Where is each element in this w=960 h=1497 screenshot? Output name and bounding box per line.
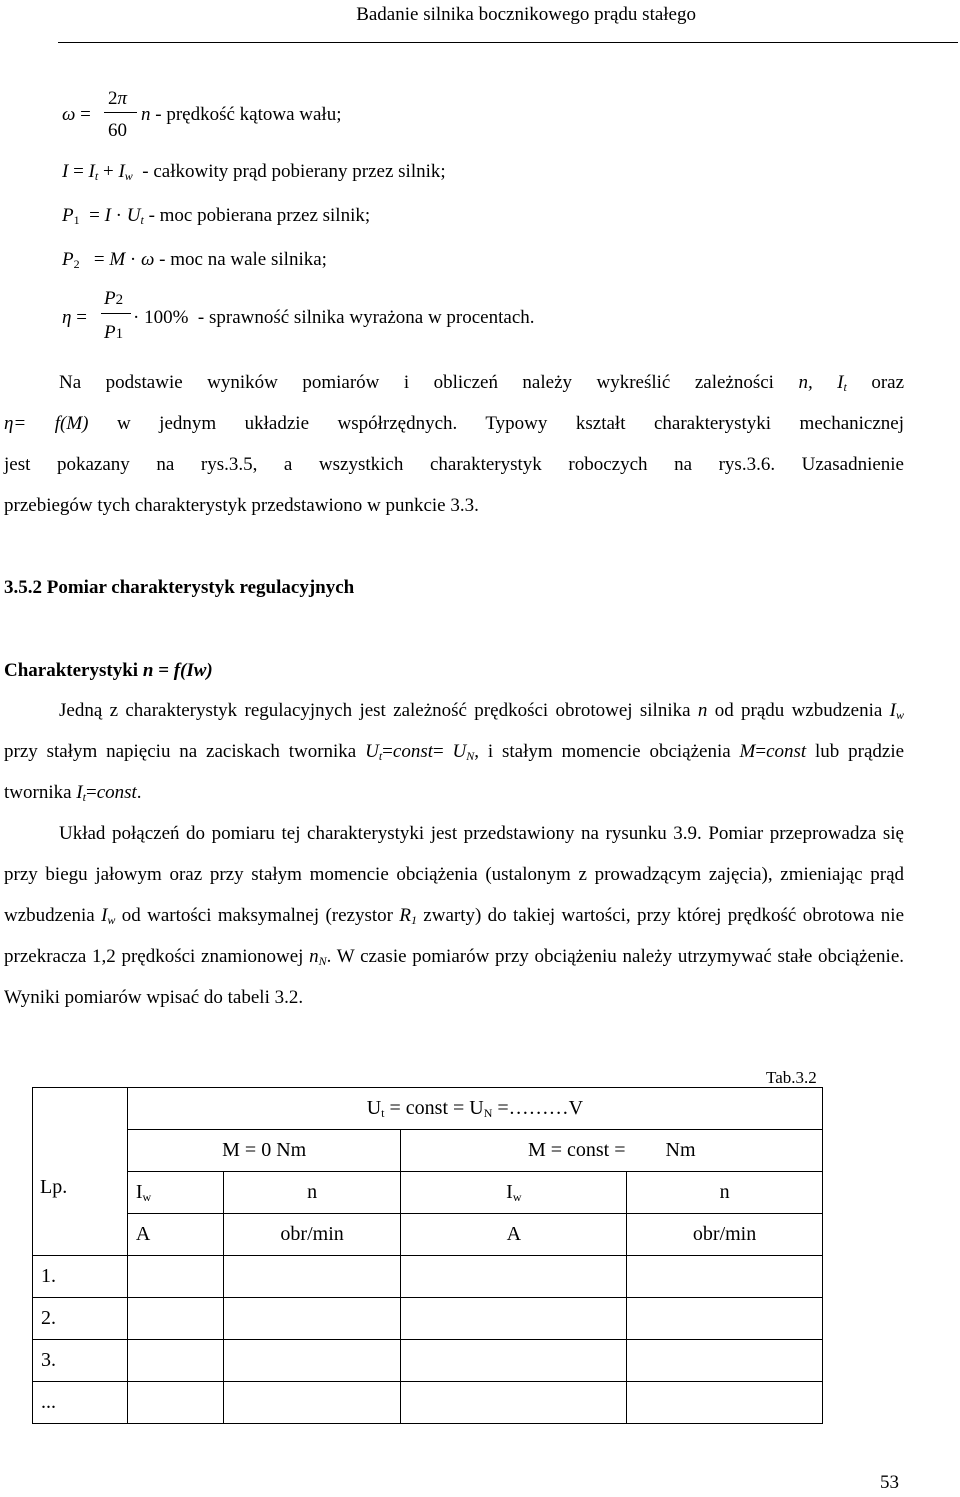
header-lp: Lp. (40, 1176, 68, 1198)
table-row: ... (33, 1382, 823, 1424)
eta-denominator: P1 (104, 322, 124, 343)
p2-desc: - moc na wale silnika; (159, 249, 327, 270)
eta-factor: · 100% - sprawność silnika wyrażona w procentach. (133, 307, 535, 328)
omega-lhs: ω = (62, 104, 91, 125)
unit-n-1: obr/min (223, 1214, 401, 1256)
header-m-zero: M = 0 Nm (127, 1130, 401, 1172)
header-iw-1: $I_w$ (127, 1172, 223, 1214)
table-top-header: $U_t$ = const = $U_N$ =………V (127, 1088, 822, 1130)
p2-formula: $P_2 = M \cdot \omega$ - moc na wale silnika; (62, 249, 327, 271)
unit-a-1: A (127, 1214, 223, 1256)
table-header-row-4 (33, 1214, 823, 1256)
table-header-row-2 (33, 1130, 823, 1172)
p1-desc: - moc pobierana przez silnik; (148, 205, 371, 226)
table-row: 2. (33, 1298, 823, 1340)
table-row: 3. (33, 1340, 823, 1382)
results-table (32, 1087, 823, 1424)
eta-fraction-bar (101, 313, 131, 314)
page-number: 53 (880, 1472, 899, 1493)
section-heading: 3.5.2 Pomiar charakterystyk regulacyjnych (4, 577, 355, 598)
table-header-row-1 (33, 1088, 823, 1130)
subsection-heading: Charakterystyki n = f(Iw) (4, 660, 213, 681)
omega-numerator: 2π (108, 88, 128, 109)
table-header-row-3 (33, 1172, 823, 1214)
header-n-2: n (627, 1172, 823, 1214)
running-header: Badanie silnika bocznikowego prądu stałego (356, 4, 696, 25)
unit-a-2: A (401, 1214, 627, 1256)
table-caption: Tab.3.2 (766, 1068, 817, 1087)
paragraph-results: Na podstawie wyników pomiarów i obliczeń należy wykreślić zależności n, $I_t$ oraz η= f(M) w jednym układzie współrzędnych. Typowy kształt charakterystyki mechanicznej jest pokazany na rys.3.5, a wszystkich charakterystyk roboczych na rys.3.6. Uzasadnienie przebiegów tych charakterystyk przedstawiono w punkcie 3.3. (4, 372, 905, 516)
current-formula: $I = I_t + I_w$ - całkowity prąd pobierany przez silnik; (62, 161, 446, 183)
eta-numerator: P2 (104, 288, 124, 309)
header-n-1: n (223, 1172, 401, 1214)
omega-denominator: 60 (108, 120, 127, 141)
table-row: 1. (33, 1256, 823, 1298)
header-iw-2: $I_w$ (401, 1172, 627, 1214)
unit-n-2: obr/min (627, 1214, 823, 1256)
paragraph-measurement: Układ połączeń do pomiaru tej charakterystyki jest przedstawiony na rysunku 3.9. Pomiar przeprowadza się przy biegu jałowym oraz przy stałym momencie obciążenia (ustalonym z prowadzącym zajęcia), zmieniając prąd wzbudzenia $I_w$ od wartości maksymalnej (rezystor $R_1$ zwarty) do takiej wartości, przy której prędkość obrotowa nie przekracza 1,2 prędkości znamionowej $n_N$. W czasie pomiarów przy obciążeniu należy utrzymywać stałe obciążenie. Wyniki pomiarów wpisać do tabeli 3.2. (4, 823, 905, 1008)
current-desc: - całkowity prąd pobierany przez silnik; (142, 161, 446, 182)
header-rule (58, 42, 958, 43)
omega-fraction-bar (104, 112, 137, 113)
eta-lhs: η = (62, 307, 87, 328)
paragraph-regulation: Jedną z charakterystyk regulacyjnych jest zależność prędkości obrotowej silnika n od prądu wzbudzenia $I_w$ przy stałym napięciu na zaciskach twornika $U_t=const= U_N$, i stałym momencie obciążenia M=const lub prądzie twornika $I_t=const$. (4, 700, 905, 804)
header-m-const: M = const = Nm (401, 1130, 823, 1172)
p1-formula: $P_1 = I \cdot U_t$ - moc pobierana przez silnik; (62, 205, 371, 227)
eta-desc: - sprawność silnika wyrażona w procentach. (197, 307, 535, 328)
omega-var: n - prędkość kątowa wału; (141, 104, 342, 125)
